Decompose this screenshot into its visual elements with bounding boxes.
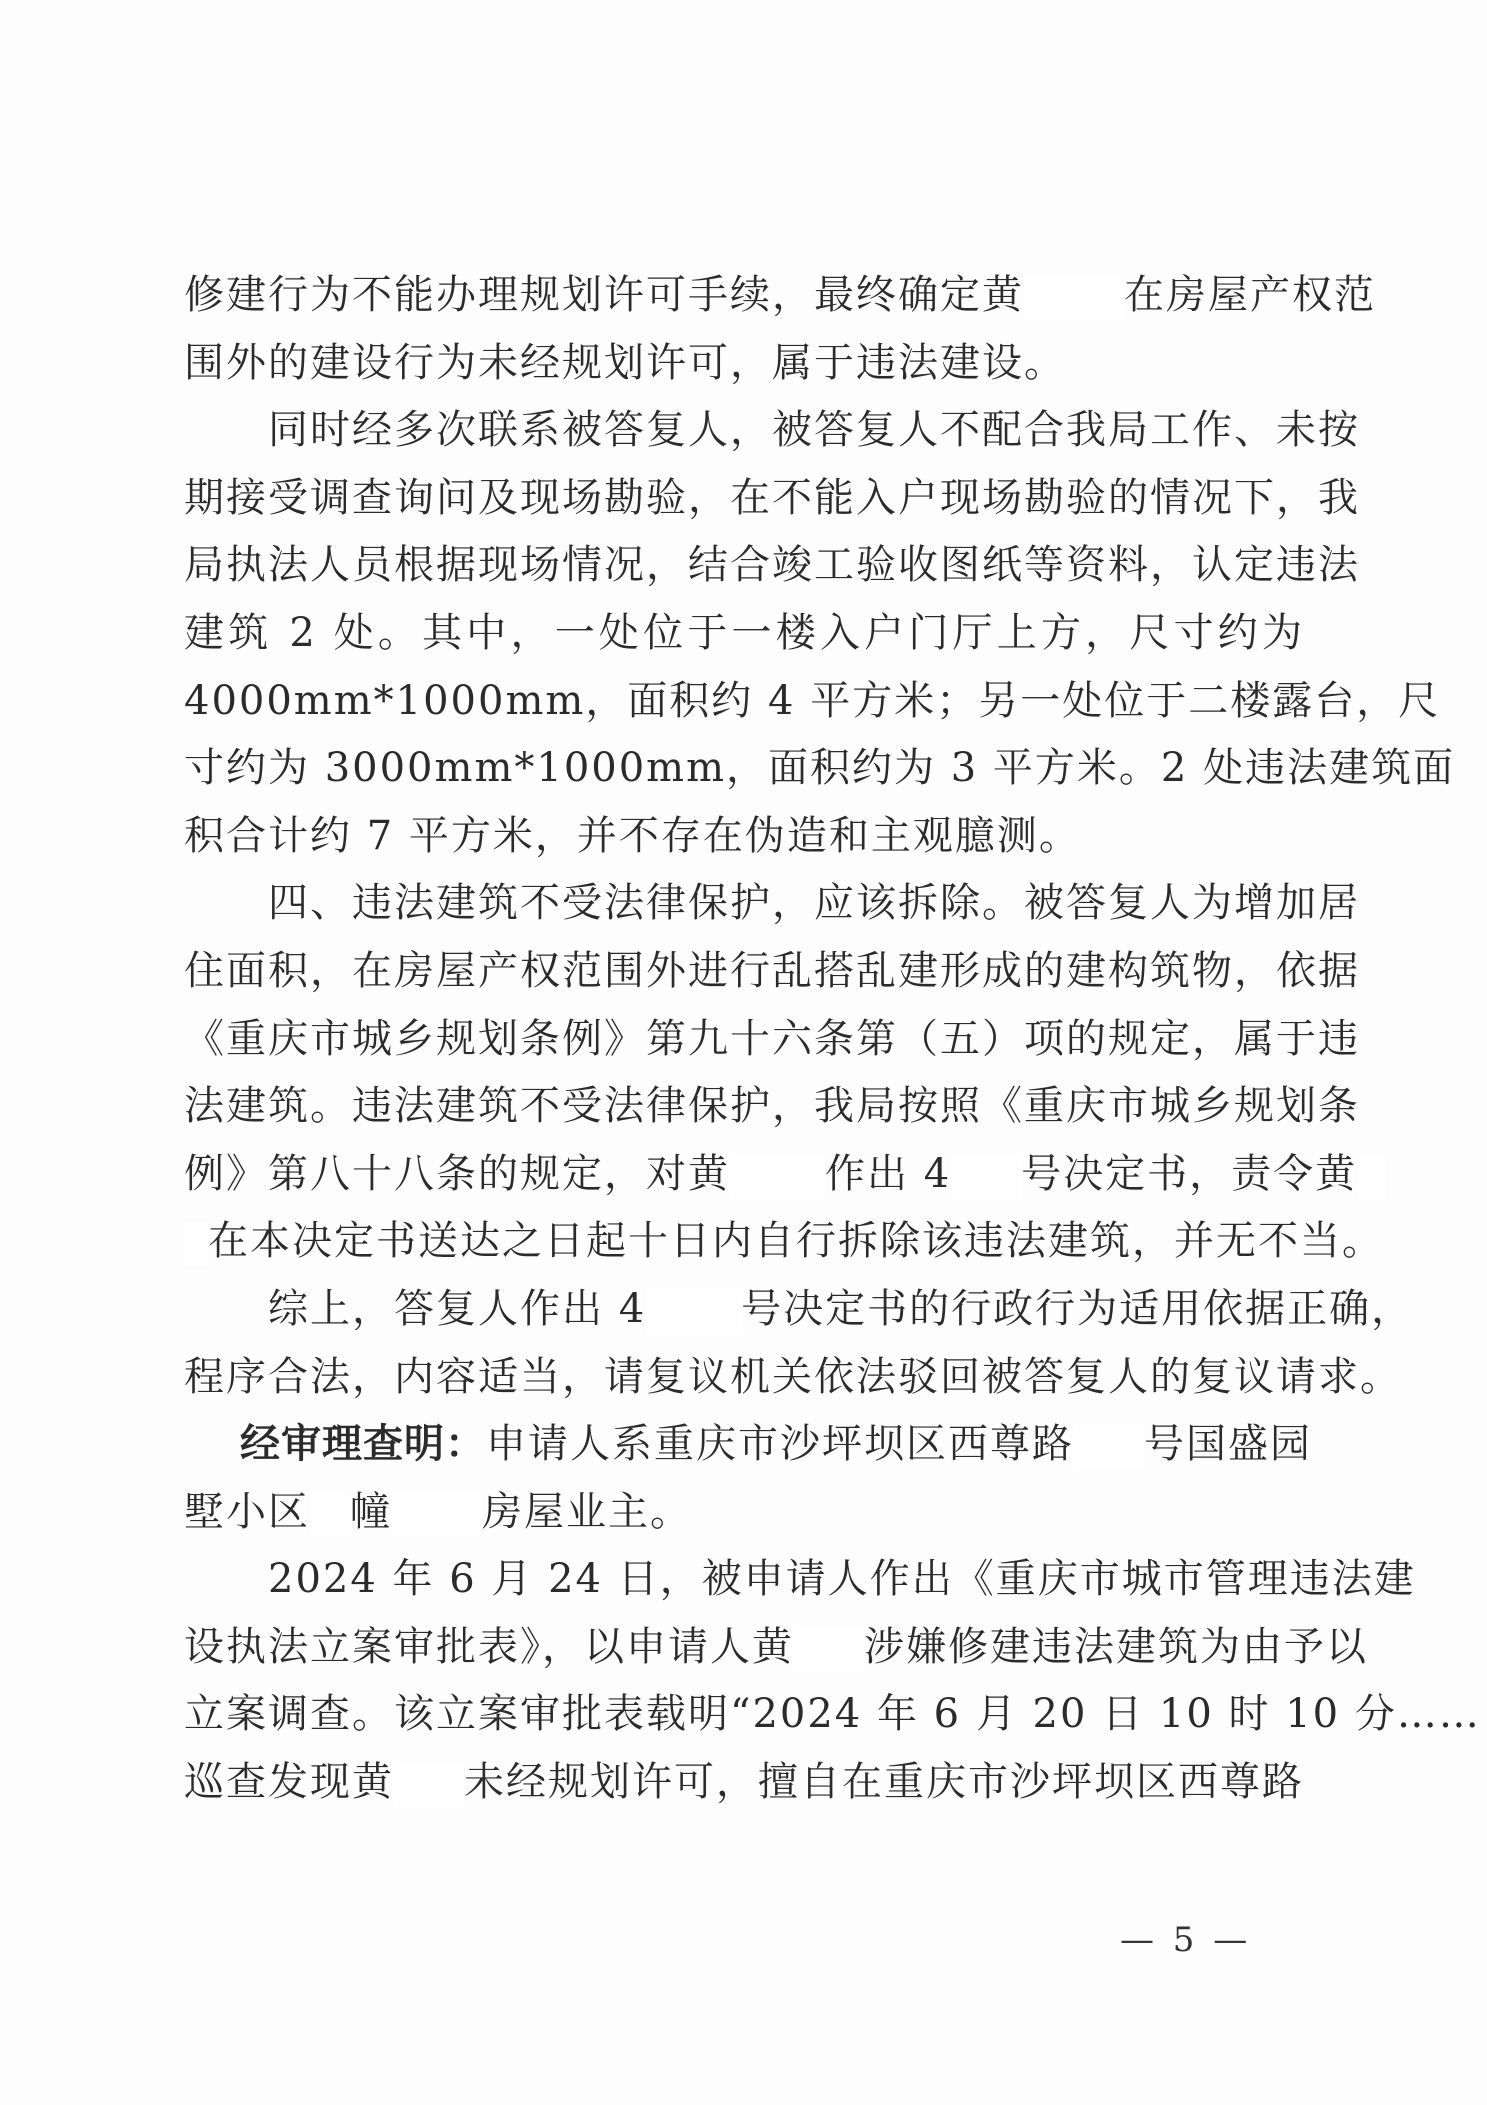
redaction-block — [794, 1628, 864, 1672]
redaction-block — [1357, 1155, 1387, 1199]
text-segment: 《重庆市城乡规划条例》第九十六条第（五）项的规定，属于违 — [184, 1015, 1360, 1062]
text-segment: 号决定书，责令黄 — [1021, 1150, 1358, 1197]
text-line — [184, 1749, 1304, 1817]
text-line — [184, 330, 1304, 398]
text-segment: 立案调查。该立案审批表载明“2024 年 6 月 20 日 10 时 10 分…… — [184, 1691, 1481, 1738]
text-line — [184, 938, 1360, 1006]
redaction-block — [951, 1155, 1021, 1199]
text-line — [184, 1141, 1358, 1209]
text-line — [184, 1411, 1312, 1479]
text-segment: 同时经多次联系被答复人，被答复人不配合我局工作、未按 — [184, 407, 1360, 454]
document-body — [184, 262, 1481, 1817]
text-segment: 局执法人员根据现场情况，结合竣工验收图纸等资料，认定违法 — [184, 542, 1360, 589]
text-line — [184, 735, 1456, 803]
text-line — [184, 668, 1441, 736]
text-line — [184, 1276, 1414, 1344]
text-line — [184, 803, 1304, 871]
text-segment: 涉嫌修建违法建筑为由予以 — [864, 1623, 1368, 1670]
redaction-block — [646, 1290, 741, 1334]
text-segment: 设执法立案审批表》，以申请人黄 — [184, 1623, 794, 1670]
text-line — [184, 870, 1360, 938]
text-line — [184, 1614, 1368, 1682]
text-segment: 四、违法建筑不受法律保护，应该拆除。被答复人为增加居 — [184, 880, 1360, 927]
page-number: — 5 — — [1120, 1920, 1252, 1960]
text-line — [184, 1208, 1384, 1276]
text-segment: 期接受调查询问及现场勘验，在不能入户现场勘验的情况下，我 — [184, 474, 1360, 521]
redaction-block — [184, 1222, 208, 1266]
text-line — [184, 1681, 1481, 1749]
redaction-block — [310, 1493, 350, 1537]
text-segment: 围外的建设行为未经规划许可，属于违法建设。 — [184, 339, 1066, 386]
text-segment: 幢 — [350, 1488, 392, 1535]
section-heading: 经审理查明： — [240, 1421, 486, 1468]
text-segment: 建筑 2 处。其中，一处位于一楼入户门厅上方，尺寸约为 — [184, 609, 1304, 656]
text-segment: 2024 年 6 月 24 日，被申请人作出《重庆市城市管理违法建 — [184, 1556, 1416, 1603]
text-segment: 申请人系重庆市沙坪坝区西尊路 — [486, 1421, 1074, 1468]
text-line — [184, 397, 1360, 465]
text-segment: 法建筑。违法建筑不受法律保护，我局按照《重庆市城乡规划条 — [184, 1083, 1360, 1130]
redaction-block — [730, 1155, 825, 1199]
text-line — [184, 1479, 1304, 1547]
text-segment: 例》第八十八条的规定，对黄 — [184, 1150, 730, 1197]
text-segment: 寸约为 3000mm*1000mm，面积约为 3 平方米。2 处违法建筑面 — [184, 745, 1456, 792]
text-segment: 巡查发现黄 — [184, 1759, 394, 1806]
text-line — [184, 262, 1376, 330]
redaction-block — [1074, 1425, 1144, 1469]
text-line — [184, 600, 1304, 668]
text-line — [184, 465, 1360, 533]
text-segment: 综上，答复人作出 4 — [184, 1285, 647, 1332]
text-segment: 在房屋产权范 — [1124, 272, 1376, 318]
text-segment: 未经规划许可，擅自在重庆市沙坪坝区西尊路 — [464, 1759, 1304, 1806]
text-segment: 积合计约 7 平方米，并不存在伪造和主观臆测。 — [184, 812, 1081, 859]
text-segment: 在本决定书送达之日起十日内自行拆除该违法建筑，并无不当。 — [208, 1218, 1384, 1265]
text-segment: 号国盛园 — [1144, 1421, 1312, 1468]
text-segment: 号决定书的行政行为适用依据正确， — [741, 1285, 1414, 1332]
redaction-block — [1024, 276, 1124, 320]
text-segment: 修建行为不能办理规划许可手续，最终确定黄 — [184, 272, 1024, 318]
text-line — [184, 1006, 1360, 1074]
text-line — [184, 1073, 1360, 1141]
text-segment: 房屋业主。 — [482, 1488, 692, 1535]
text-segment: 墅小区 — [184, 1488, 310, 1535]
text-line — [184, 1546, 1416, 1614]
text-line — [184, 1344, 1402, 1412]
redaction-block — [392, 1493, 482, 1537]
text-segment: 程序合法，内容适当，请复议机关依法驳回被答复人的复议请求。 — [184, 1353, 1402, 1400]
text-line — [184, 532, 1360, 600]
text-segment: 住面积，在房屋产权范围外进行乱搭乱建形成的建构筑物，依据 — [184, 947, 1360, 994]
text-segment: 4000mm*1000mm，面积约 4 平方米；另一处位于二楼露台，尺 — [184, 677, 1441, 724]
redaction-block — [394, 1763, 464, 1807]
text-segment: 作出 4 — [825, 1150, 952, 1197]
